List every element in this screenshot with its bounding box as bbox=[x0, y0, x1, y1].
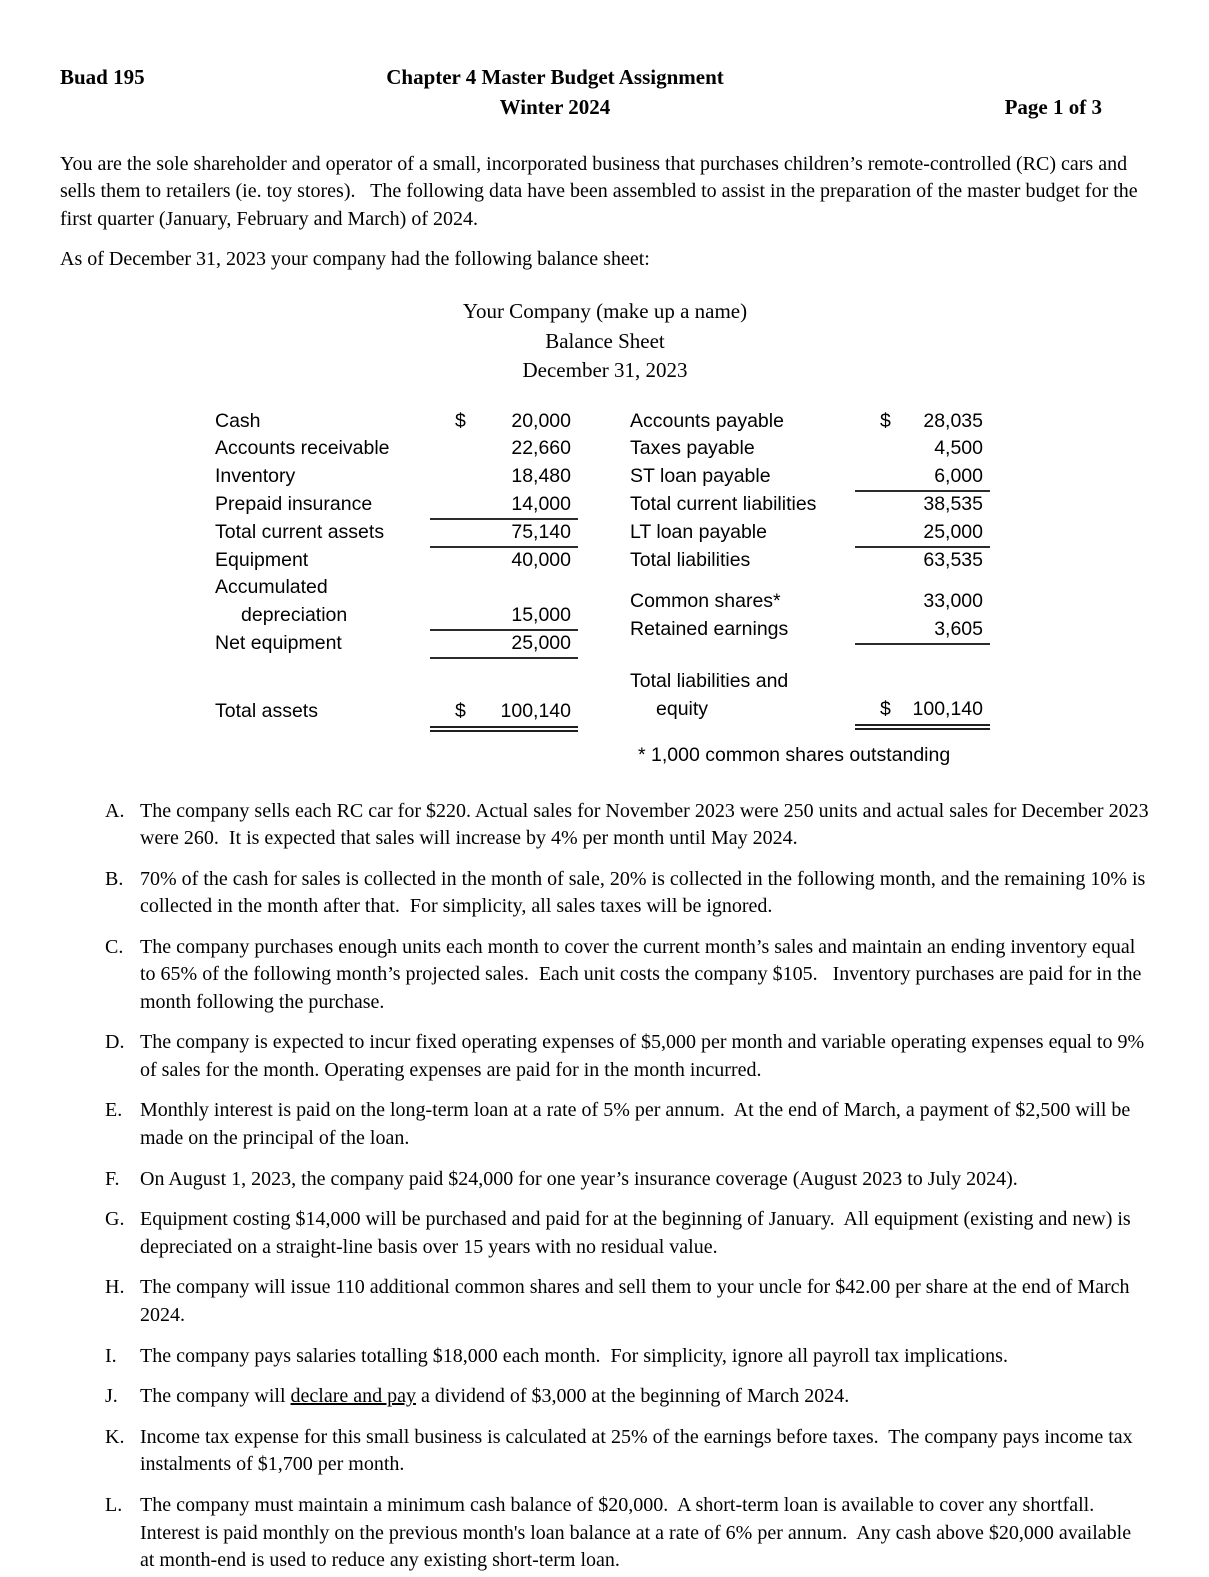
item-text-segment: a dividend of $3,000 at the beginning of March 2024. bbox=[416, 1385, 850, 1408]
assignment-item-g bbox=[60, 1206, 1150, 1261]
assignment-item-i bbox=[60, 1343, 1150, 1370]
row-amount: 25,000 bbox=[511, 632, 571, 655]
balance-sheet-assets-column bbox=[215, 409, 578, 767]
assignment-item-e bbox=[60, 1097, 1150, 1152]
row-figures bbox=[430, 699, 578, 732]
item-text: Income tax expense for this small business is calculated at 25% of the earnings before taxes. The company pays income tax instalments of $1,700 per month. bbox=[140, 1426, 1138, 1476]
balance-sheet-row bbox=[215, 409, 578, 437]
balance-sheet-row bbox=[215, 575, 578, 603]
balance-sheet-company-name: Your Company (make up a name) bbox=[462, 299, 748, 324]
row-figures bbox=[855, 409, 990, 433]
item-text: The company purchases enough units each month to cover the current month’s sales and maintain an ending inventory equal to 65% of the following month’s projected sales. Each unit costs the company $105. Inventory purchases are paid for in the month following the purchase. bbox=[140, 936, 1147, 1013]
row-label: Common shares* bbox=[630, 590, 781, 613]
row-figures bbox=[430, 436, 578, 460]
assignment-item-d bbox=[60, 1029, 1150, 1084]
currency-symbol: $ bbox=[880, 697, 891, 720]
row-amount: 100,140 bbox=[912, 697, 983, 720]
row-label: Net equipment bbox=[215, 632, 342, 655]
balance-sheet-row bbox=[630, 520, 990, 548]
row-figures bbox=[855, 464, 990, 492]
row-label: Total liabilities bbox=[630, 548, 751, 571]
row-label: Total assets bbox=[215, 700, 318, 723]
row-amount: 6,000 bbox=[934, 465, 983, 488]
item-letter: D. bbox=[105, 1031, 125, 1054]
item-text: On August 1, 2023, the company paid $24,000 for one year’s insurance coverage (August 2023 to July 2024). bbox=[140, 1167, 1018, 1190]
row-amount: 100,140 bbox=[500, 700, 571, 723]
assignment-item-b bbox=[60, 866, 1150, 921]
item-text: Monthly interest is paid on the long-term loan at a rate of 5% per annum. At the end of March, a payment of $2,500 will be made on the principal of the loan. bbox=[140, 1099, 1136, 1149]
row-label: Inventory bbox=[215, 465, 296, 488]
row-amount: 25,000 bbox=[923, 520, 983, 543]
balance-sheet-row bbox=[630, 617, 990, 645]
row-label: Cash bbox=[215, 409, 261, 432]
item-letter: G. bbox=[105, 1208, 125, 1231]
row-amount: 33,000 bbox=[923, 590, 983, 613]
row-label: Accumulated bbox=[215, 576, 328, 599]
item-text: The company sells each RC car for $220. Actual sales for November 2023 were 250 units and actual sales for December 2023 were 260. It is expected that sales will increase by 4% per month until May 2024. bbox=[140, 799, 1154, 850]
row-label: Total current liabilities bbox=[630, 493, 817, 516]
balance-sheet-row bbox=[215, 492, 578, 520]
row-spacer bbox=[215, 659, 578, 699]
row-amount: 4,500 bbox=[934, 437, 983, 460]
row-figures bbox=[855, 589, 990, 613]
balance-sheet-body bbox=[215, 409, 1150, 767]
balance-sheet-heading bbox=[60, 297, 1150, 386]
item-text-underlined: declare and pay bbox=[290, 1385, 417, 1408]
item-text: Equipment costing $14,000 will be purchased and paid for at the beginning of January. All equipment (existing and new) is depreciated on a straight-line basis over 15 years with no residual value. bbox=[140, 1208, 1136, 1258]
assignment-title: Chapter 4 Master Budget Assignment bbox=[386, 65, 724, 89]
balance-sheet-title: Balance Sheet bbox=[545, 328, 665, 353]
row-figures bbox=[430, 603, 578, 631]
balance-sheet-row bbox=[215, 548, 578, 576]
balance-sheet-row bbox=[630, 492, 990, 520]
row-figures bbox=[855, 697, 990, 730]
balance-sheet-row bbox=[215, 436, 578, 464]
assignment-item-c bbox=[60, 934, 1150, 1016]
balance-sheet-liabilities-column bbox=[630, 409, 990, 767]
row-label: Total current assets bbox=[215, 520, 385, 543]
balance-sheet-row bbox=[215, 464, 578, 492]
item-letter: J. bbox=[105, 1385, 118, 1408]
row-figures bbox=[855, 520, 990, 548]
document-header bbox=[60, 62, 1150, 122]
row-amount: 14,000 bbox=[511, 492, 571, 515]
item-letter: L. bbox=[105, 1494, 123, 1517]
item-text-segment: The company will bbox=[140, 1385, 291, 1408]
intro-paragraph-1: You are the sole shareholder and operator of a small, incorporated business that purchases children’s remote-controlled (RC) cars and sells them to retailers (ie. toy stores). The following data have been assembled to assist in the preparation of the master budget for the first quarter (January, February and March) of 2024. bbox=[60, 153, 1143, 230]
item-text: The company pays salaries totalling $18,000 each month. For simplicity, ignore all payroll tax implications. bbox=[140, 1344, 1008, 1367]
row-figures bbox=[855, 617, 990, 645]
row-figures bbox=[430, 520, 578, 548]
header-title-block bbox=[250, 62, 860, 122]
item-letter: E. bbox=[105, 1099, 123, 1122]
row-amount: 28,035 bbox=[923, 409, 983, 432]
balance-sheet-row bbox=[215, 699, 578, 732]
row-label: depreciation bbox=[241, 604, 348, 627]
assignment-item-a bbox=[60, 798, 1154, 853]
balance-sheet-footnote: * 1,000 common shares outstanding bbox=[638, 743, 951, 766]
row-label: LT loan payable bbox=[630, 520, 767, 543]
assignment-item-j bbox=[60, 1383, 1150, 1410]
balance-sheet-row bbox=[630, 669, 990, 697]
item-letter: I. bbox=[105, 1344, 117, 1367]
row-figures bbox=[855, 436, 990, 460]
assignment-item-h bbox=[60, 1274, 1150, 1329]
item-letter: H. bbox=[105, 1276, 125, 1299]
item-letter: B. bbox=[105, 867, 124, 890]
item-text: The company will issue 110 additional common shares and sell them to your uncle for $42.00 per share at the end of March 2024. bbox=[140, 1276, 1135, 1326]
row-spacer bbox=[630, 575, 990, 589]
row-amount: 75,140 bbox=[511, 520, 571, 543]
row-amount: 18,480 bbox=[511, 465, 571, 488]
row-amount: 40,000 bbox=[511, 548, 571, 571]
row-label: equity bbox=[656, 697, 709, 720]
assignment-term: Winter 2024 bbox=[499, 95, 611, 119]
currency-symbol: $ bbox=[455, 700, 466, 723]
item-letter: K. bbox=[105, 1426, 125, 1449]
balance-sheet-row bbox=[215, 631, 578, 659]
row-amount: 20,000 bbox=[511, 409, 571, 432]
currency-symbol: $ bbox=[455, 409, 466, 432]
balance-sheet-row bbox=[630, 436, 990, 464]
balance-sheet-row bbox=[630, 409, 990, 437]
row-label: ST loan payable bbox=[630, 465, 771, 488]
row-figures bbox=[430, 631, 578, 659]
assignment-item-k bbox=[60, 1424, 1150, 1479]
row-label: Accounts payable bbox=[630, 409, 784, 432]
row-amount: 63,535 bbox=[923, 548, 983, 571]
item-text: 70% of the cash for sales is collected in the month of sale, 20% is collected in the following month, and the remaining 10% is collected in the month after that. For simplicity, all sales taxes will be ignored. bbox=[140, 867, 1151, 918]
assignment-items-list bbox=[60, 798, 1154, 1574]
page-number: Page 1 of 3 bbox=[1004, 95, 1102, 119]
row-label: Total liabilities and bbox=[630, 670, 789, 693]
balance-sheet-row bbox=[215, 603, 578, 631]
row-amount: 38,535 bbox=[923, 493, 983, 516]
currency-symbol: $ bbox=[880, 409, 891, 432]
item-text: The company is expected to incur fixed operating expenses of $5,000 per month and variable operating expenses equal to 9% of sales for the month. Operating expenses are paid for in the month incurred. bbox=[140, 1031, 1150, 1081]
row-figures bbox=[855, 548, 990, 572]
row-label: Prepaid insurance bbox=[215, 492, 373, 515]
balance-sheet-row bbox=[630, 697, 990, 730]
intro-paragraph-2: As of December 31, 2023 your company had the following balance sheet: bbox=[60, 247, 650, 270]
row-label: Equipment bbox=[215, 548, 309, 571]
row-label: Accounts receivable bbox=[215, 437, 390, 460]
row-amount: 15,000 bbox=[511, 604, 571, 627]
assignment-item-f bbox=[60, 1166, 1150, 1193]
item-letter: C. bbox=[105, 936, 124, 958]
balance-sheet bbox=[60, 297, 1150, 767]
row-figures bbox=[430, 492, 578, 520]
item-letter: F. bbox=[105, 1167, 120, 1190]
item-letter: A. bbox=[105, 799, 125, 822]
balance-sheet-row bbox=[630, 464, 990, 492]
balance-sheet-row bbox=[630, 589, 990, 617]
row-figures bbox=[430, 464, 578, 488]
balance-sheet-date: December 31, 2023 bbox=[522, 358, 688, 383]
balance-sheet-row bbox=[630, 548, 990, 576]
item-text: The company must maintain a minimum cash balance of $20,000. A short-term loan is available to cover any shortfall. Interest is paid monthly on the previous month's loan balance at a rate of 6% per annum. Any cash above $20,000 available at month-end is used to reduce any existing short-term loan. bbox=[140, 1494, 1137, 1571]
row-figures bbox=[855, 492, 990, 516]
row-figures bbox=[430, 548, 578, 572]
balance-sheet-row bbox=[215, 520, 578, 548]
row-label: Taxes payable bbox=[630, 437, 755, 460]
row-label: Retained earnings bbox=[630, 618, 789, 641]
row-amount: 22,660 bbox=[511, 437, 571, 460]
item-text bbox=[140, 1383, 1150, 1410]
assignment-item-l bbox=[60, 1492, 1150, 1574]
row-amount: 3,605 bbox=[934, 618, 983, 641]
course-code: Buad 195 bbox=[60, 65, 145, 89]
row-figures bbox=[430, 409, 578, 433]
row-spacer bbox=[630, 645, 990, 669]
